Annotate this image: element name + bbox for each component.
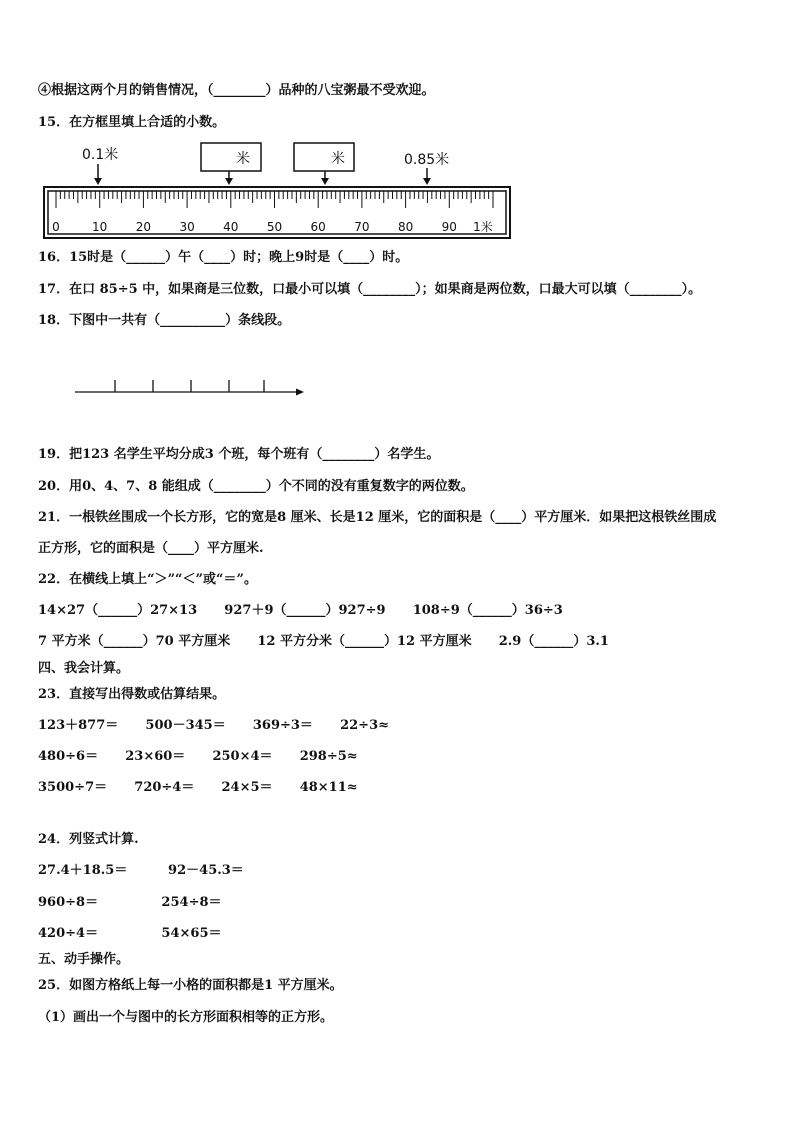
q15-text: 15．在方框里填上合适的小数。	[38, 115, 226, 130]
q21-line1: 21．一根铁丝围成一个长方形，它的宽是8 厘米、长是12 厘米，它的面积是（____）平方厘米．如果把这根铁丝围成	[38, 510, 717, 525]
ruler-number: 50	[266, 220, 283, 234]
q16-text: 16．15时是（______）午（____）时；晚上9时是（____）时。	[38, 250, 409, 265]
ruler-number: 0	[52, 220, 60, 234]
section5-title: 五、动手操作。	[38, 952, 130, 967]
answer-box-2	[294, 143, 354, 171]
ruler-number: 20	[135, 220, 152, 234]
q17-text: 17．在口 85÷5 中，如果商是三位数，口最小可以填（________）；如果商是两位数，口最大可以填（________）。	[38, 282, 702, 297]
q25-sub1: （1）画出一个与图中的长方形面积相等的正方形。	[38, 1010, 334, 1025]
q23-row3: 3500÷7＝ 720÷4＝ 24×5＝ 48×11≈	[38, 780, 358, 795]
q23-row1: 123＋877＝ 500－345＝ 369÷3＝ 22÷3≈	[38, 718, 390, 733]
q22-text: 22．在横线上填上“＞”“＜”或“＝”。	[38, 572, 257, 587]
ruler-figure	[0, 140, 794, 240]
q23-row2: 480÷6＝ 23×60＝ 250×4＝ 298÷5≈	[38, 749, 358, 764]
ruler-number: 30	[179, 220, 195, 234]
q20-text: 20．用0、4、7、8 能组成（________）个不同的没有重复数字的两位数。	[38, 479, 474, 494]
ruler-label-left: 0.1米	[82, 147, 119, 163]
q24-row1: 27.4＋18.5＝ 92－45.3＝	[38, 863, 244, 878]
ruler-number: 1米	[473, 220, 493, 234]
ruler-number: 90	[441, 220, 457, 234]
ruler-number: 60	[310, 220, 326, 234]
box2-unit: 米	[331, 151, 345, 167]
q21-line2: 正方形，它的面积是（____）平方厘米.	[38, 541, 264, 556]
q24-row3: 420÷4＝ 54×65＝	[38, 926, 222, 941]
segment-figure	[60, 376, 380, 406]
q14-item4: ④根据这两个月的销售情况，（________）品种的八宝粥最不受欢迎。	[38, 83, 435, 98]
q25-text: 25．如图方格纸上每一小格的面积都是1 平方厘米。	[38, 978, 343, 993]
ruler-label-right: 0.85米	[404, 152, 450, 168]
section4-title: 四、我会计算。	[38, 661, 130, 676]
box1-unit: 米	[236, 151, 250, 167]
answer-box-1	[201, 143, 261, 171]
ruler-number: 70	[354, 220, 370, 234]
q24-text: 24．列竖式计算.	[38, 832, 139, 847]
q19-text: 19．把123 名学生平均分成3 个班，每个班有（________）名学生。	[38, 447, 440, 462]
ruler-number: 80	[397, 220, 414, 234]
q24-row2: 960÷8＝ 254÷8＝	[38, 895, 222, 910]
q22-row2: 7 平方米（______）70 平方厘米 12 平方分米（______）12 平方厘米 2.9（______）3.1	[38, 634, 609, 649]
q22-row1: 14×27（______）27×13 927＋9（______）927÷9 108÷9（______）36÷3	[38, 603, 563, 618]
q18-text: 18．下图中一共有（__________）条线段。	[38, 313, 291, 328]
q23-text: 23．直接写出得数或估算结果。	[38, 687, 226, 702]
ruler-number: 10	[92, 220, 108, 234]
ruler-number: 40	[223, 220, 239, 234]
